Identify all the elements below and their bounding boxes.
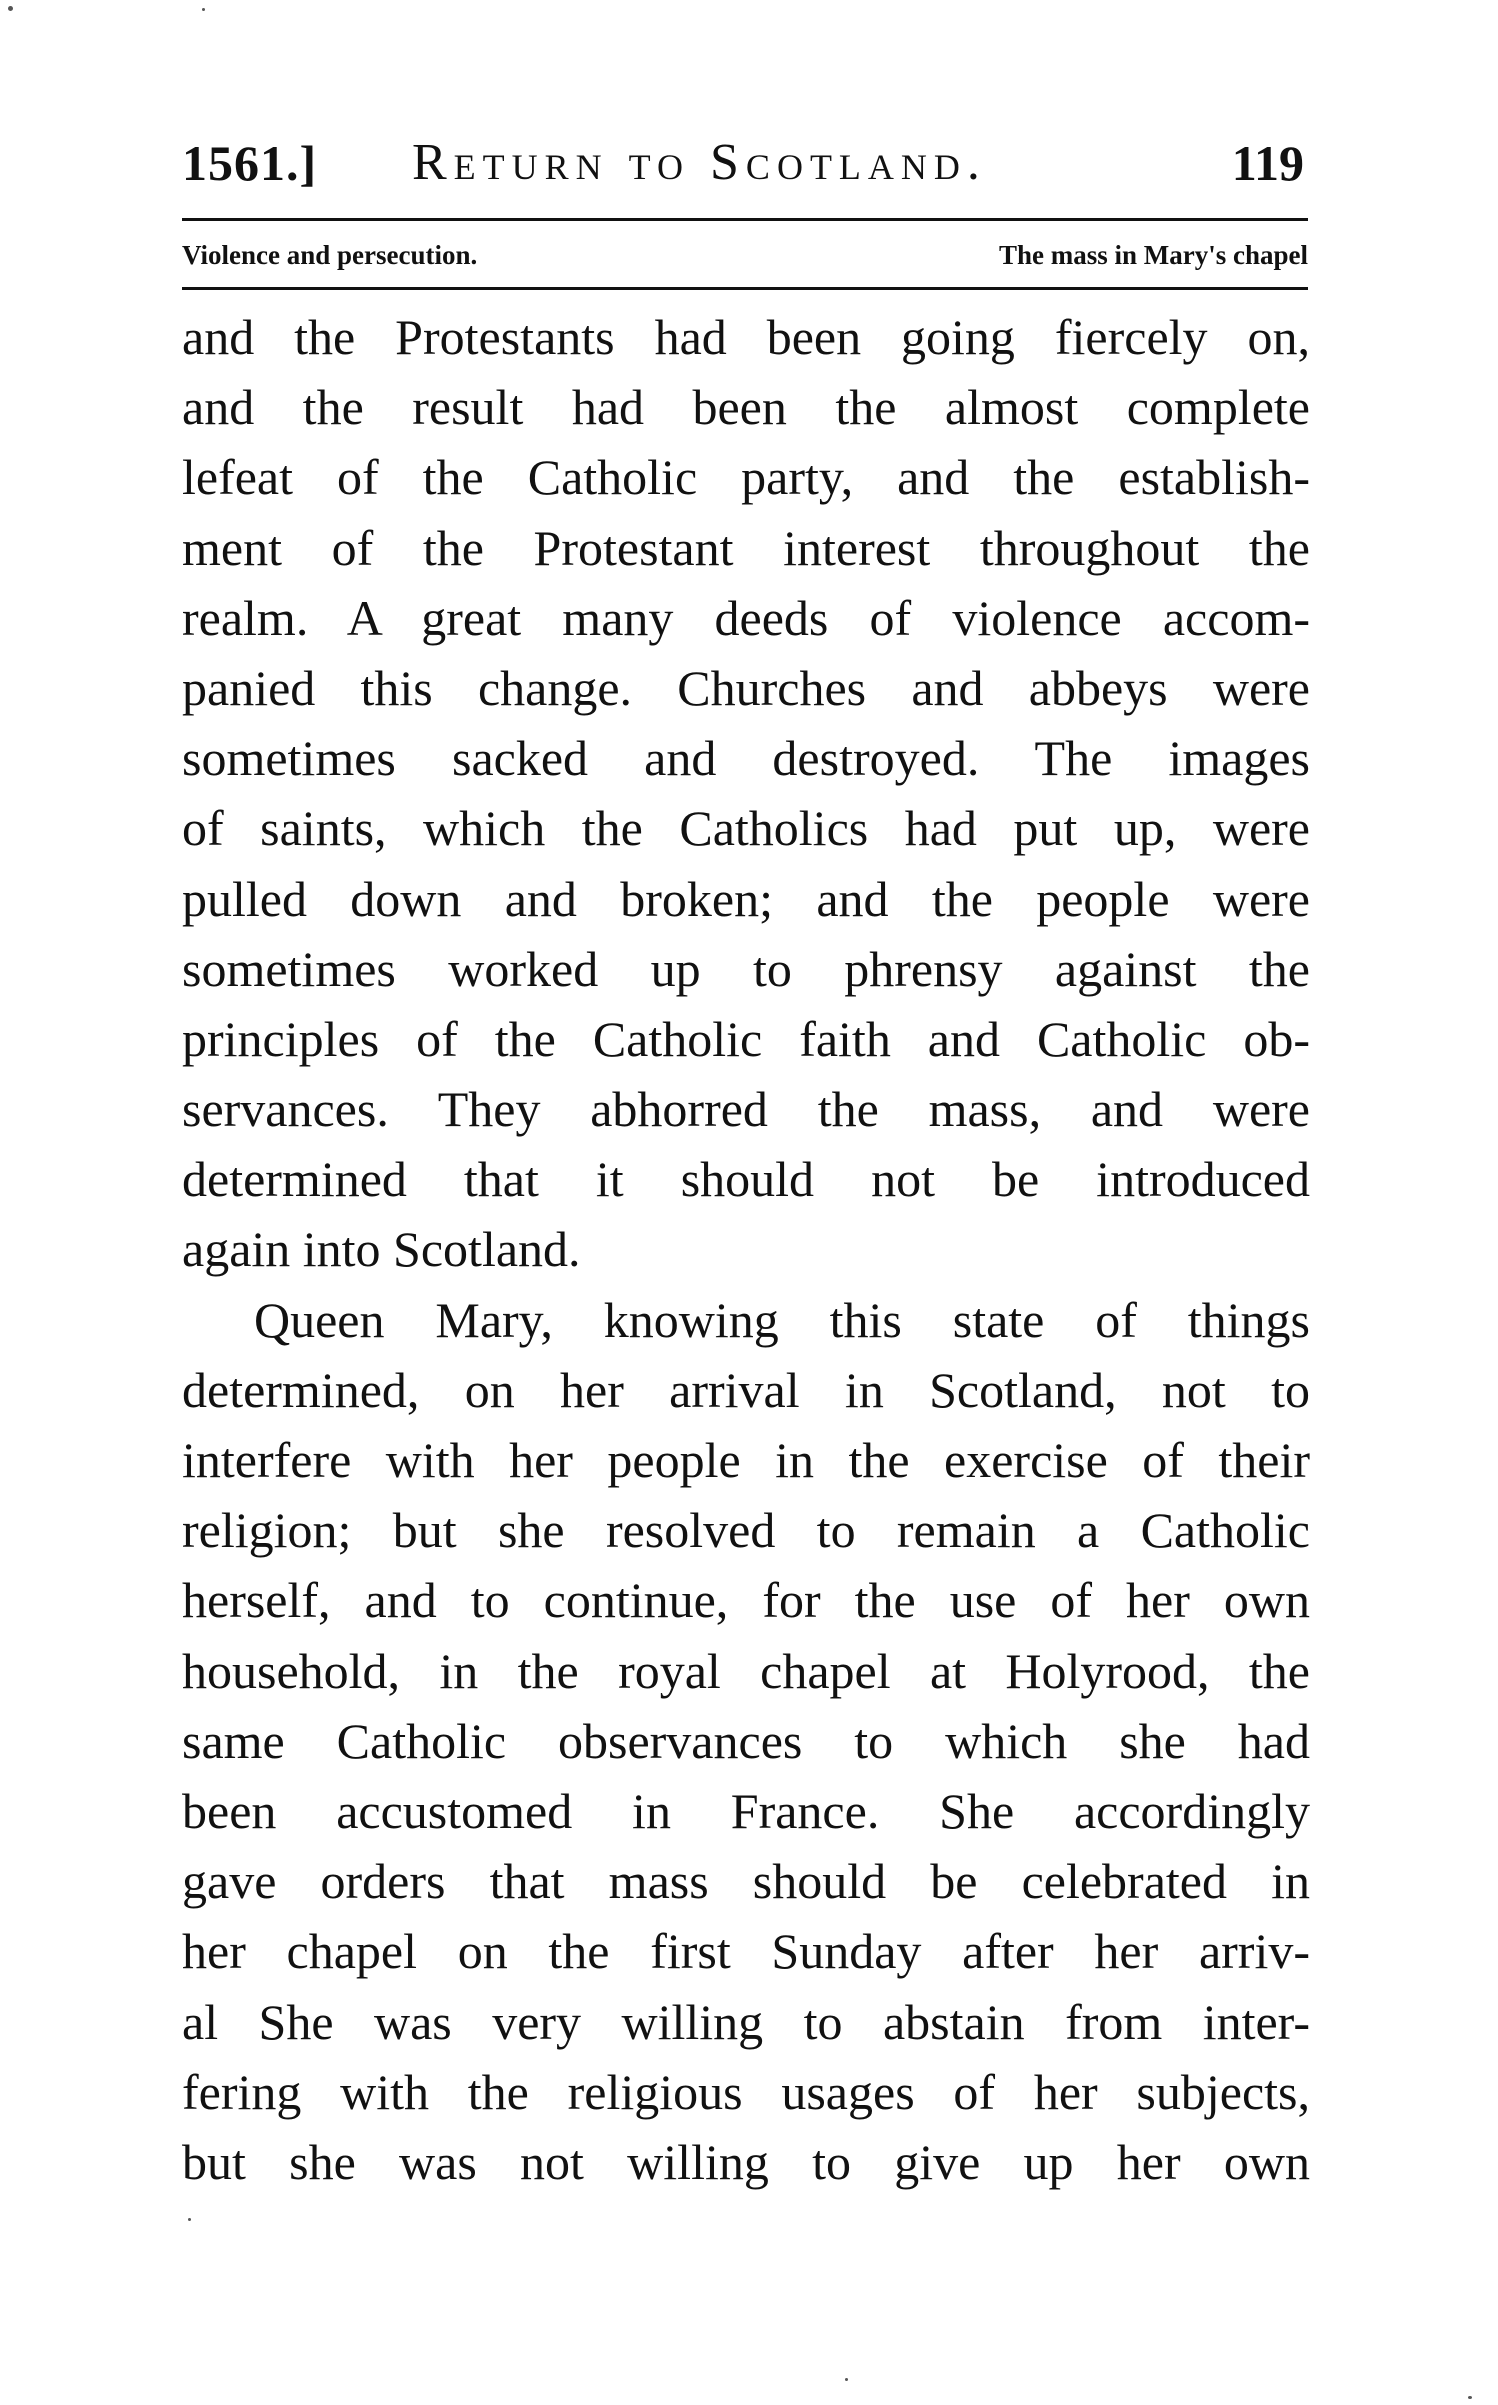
text-line: and the Protestants had been going fiercely on,	[182, 309, 1310, 365]
header-rule-bottom	[182, 287, 1308, 290]
side-note-right: The mass in Mary's chapel	[998, 240, 1308, 270]
page-number: 119	[1231, 135, 1304, 191]
header-title: Return to Scotland.	[412, 134, 987, 191]
text-line: her chapel on the first Sunday after her arriv-	[182, 1923, 1310, 1980]
text-line: and the result had been the almost complete	[182, 379, 1310, 436]
running-head	[182, 128, 1304, 198]
scan-speck	[202, 8, 205, 11]
text-line: realm. A great many deeds of violence accom-	[182, 589, 1310, 646]
text-line: of saints, which the Catholics had put up, were	[182, 800, 1310, 857]
text-line: sometimes sacked and destroyed. The images	[182, 730, 1310, 787]
text-line: interfere with her people in the exercise of their	[182, 1432, 1310, 1488]
text-line: servances. They abhorred the mass, and were	[182, 1081, 1310, 1138]
text-line: herself, and to continue, for the use of her own	[182, 1572, 1310, 1629]
text-line: pulled down and broken; and the people were	[182, 870, 1310, 927]
text-line: household, in the royal chapel at Holyrood, the	[182, 1642, 1310, 1699]
header-rule-top	[182, 218, 1308, 221]
text-line: fering with the religious usages of her subjects,	[182, 2063, 1310, 2120]
text-line: sometimes worked up to phrensy against the	[182, 940, 1310, 997]
side-notes	[182, 230, 1308, 280]
text-line: same Catholic observances to which she had	[182, 1712, 1310, 1769]
paragraph-end-line: again into Scotland.	[182, 1221, 581, 1278]
text-line: been accustomed in France. She accordingly	[182, 1782, 1310, 1839]
scan-speck	[8, 6, 13, 11]
text-line: al She was very willing to abstain from inter-	[182, 1993, 1310, 2050]
body-text	[182, 302, 1310, 2197]
scan-speck	[188, 2218, 191, 2221]
scan-speck	[1468, 2396, 1472, 2399]
text-line: determined that it should not be introduced	[182, 1151, 1310, 1208]
text-line: determined, on her arrival in Scotland, not to	[182, 1361, 1310, 1418]
text-line: religion; but she resolved to remain a Catholic	[182, 1502, 1310, 1559]
text-line: lefeat of the Catholic party, and the establish-	[182, 449, 1310, 506]
scan-speck	[845, 2378, 848, 2381]
text-line: but she was not willing to give up her own	[182, 2133, 1310, 2190]
text-line: gave orders that mass should be celebrated in	[182, 1853, 1310, 1910]
header-year: 1561.]	[182, 135, 318, 191]
side-note-left: Violence and persecution.	[182, 240, 478, 270]
text-line: ment of the Protestant interest throughout the	[182, 519, 1310, 576]
text-line: principles of the Catholic faith and Catholic ob-	[182, 1010, 1310, 1067]
paragraph-start-line: Queen Mary, knowing this state of things	[254, 1291, 1310, 1348]
text-line: panied this change. Churches and abbeys were	[182, 659, 1310, 716]
